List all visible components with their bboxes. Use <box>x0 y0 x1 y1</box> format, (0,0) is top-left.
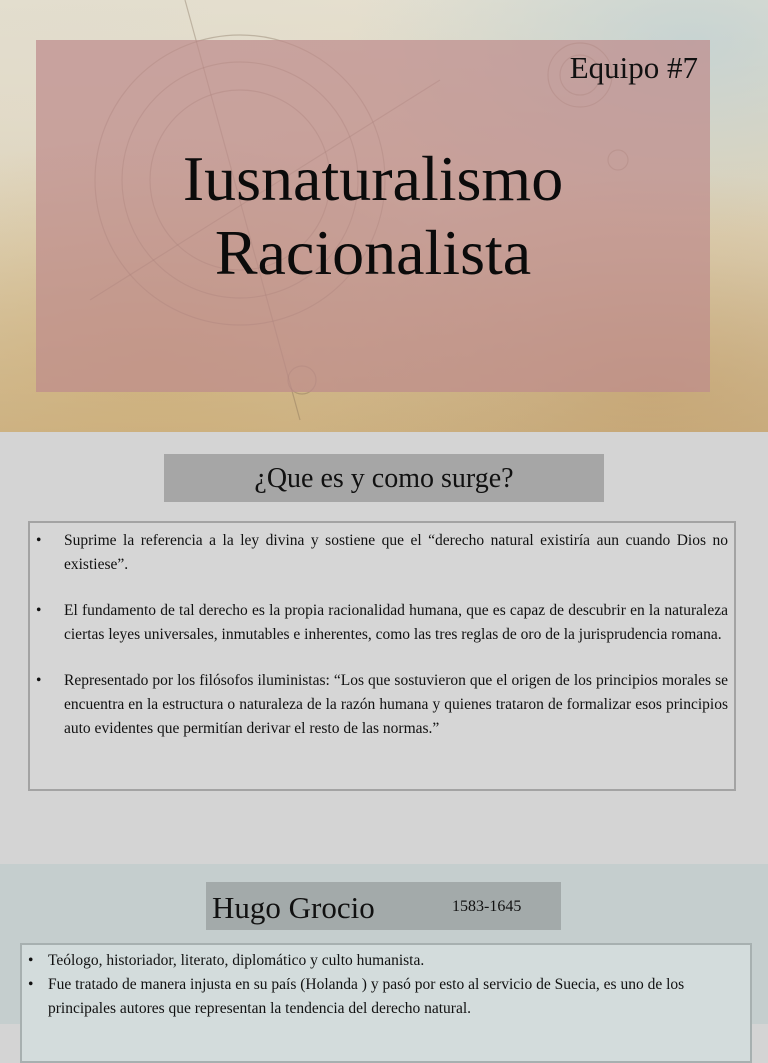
bullet-text: Suprime la referencia a la ley divina y sostiene que el “derecho natural existiría aun cuando Dios no existiese”. <box>64 532 728 573</box>
title-box <box>36 40 710 392</box>
bullet-text: El fundamento de tal derecho es la propia racionalidad humana, que es capaz de descubrir en la naturaleza ciertas leyes universales, inmutables e inherentes, como las tres reglas de oro de la jurisprudencia romana. <box>64 602 728 643</box>
list-item <box>28 973 744 1021</box>
title-line-2: Racionalista <box>214 217 532 288</box>
list-item <box>36 529 728 577</box>
title-line-1: Iusnaturalismo <box>182 143 564 214</box>
list-item <box>36 669 728 741</box>
bullet-text: Teólogo, historiador, literato, diplomático y culto humanista. <box>48 952 425 969</box>
bullet-text: Fue tratado de manera injusta en su país (Holanda ) y pasó por esto al servicio de Suecia, es uno de los principales autores que representan la tendencia del derecho natural. <box>48 976 685 1017</box>
definition-content <box>28 521 736 791</box>
team-label: Equipo #7 <box>569 50 698 85</box>
bullet-icon: • <box>36 602 42 619</box>
bullet-icon: • <box>28 952 34 969</box>
slide-title <box>36 142 710 290</box>
definition-slide <box>0 432 768 864</box>
section-heading: ¿Que es y como surge? <box>164 454 604 502</box>
bullet-text: Representado por los filósofos iluministas: “Los que sostuvieron que el origen de los principios morales se encuentra en la estructura o naturaleza de la razón humana y quienes trataron de formalizar esos principios auto evidentes que permitían derivar el resto de las normas.” <box>64 672 728 737</box>
grocio-heading <box>206 882 561 930</box>
title-slide <box>0 0 768 432</box>
list-item <box>28 949 744 973</box>
bullet-icon: • <box>36 672 42 689</box>
bullet-icon: • <box>28 976 34 993</box>
grocio-slide <box>0 864 768 1024</box>
bullet-icon: • <box>36 532 42 549</box>
author-name: Hugo Grocio <box>212 890 375 925</box>
author-dates: 1583-1645 <box>452 898 522 915</box>
list-item <box>36 599 728 647</box>
grocio-content <box>20 943 752 1063</box>
